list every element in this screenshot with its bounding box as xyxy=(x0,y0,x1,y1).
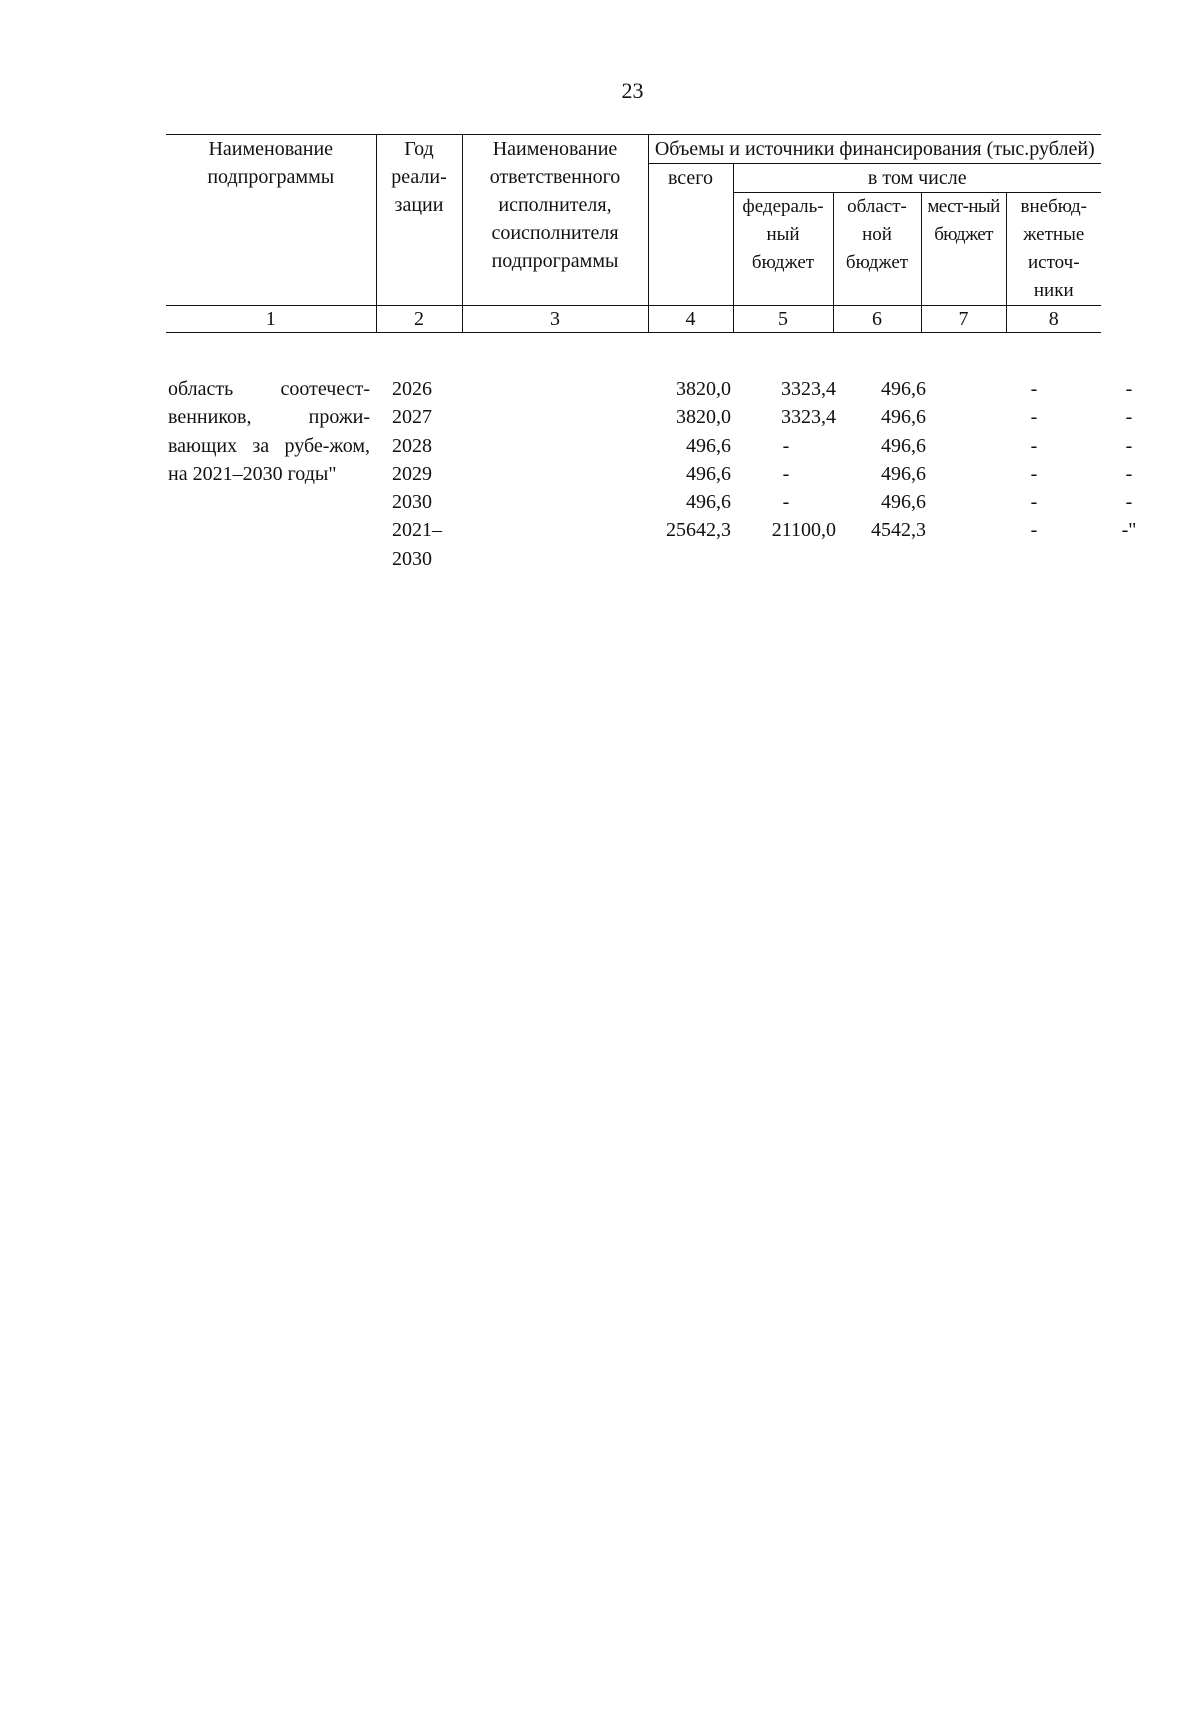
column-number: 5 xyxy=(733,306,833,333)
local-column xyxy=(1009,375,1059,545)
header-executor: Наименование ответственного исполнителя, соисполнителя подпрограммы xyxy=(462,135,648,306)
total-cell: 496,6 xyxy=(686,434,731,457)
page-number: 23 xyxy=(621,78,644,103)
year-cell: 2026 xyxy=(392,378,432,400)
federal-cell: - xyxy=(782,491,790,514)
header-federal-budget: федераль-ный бюджет xyxy=(733,193,833,306)
federal-column xyxy=(736,375,836,545)
header-extrabudget-sources: внебюд-жетные источ-ники xyxy=(1006,193,1101,306)
extrabudget-column xyxy=(1089,375,1169,545)
column-number: 7 xyxy=(921,306,1006,333)
local-cell: - xyxy=(1030,434,1038,457)
column-number: 1 xyxy=(166,306,376,333)
federal-cell: 21100,0 xyxy=(771,519,836,542)
total-cell: 3820,0 xyxy=(676,378,731,400)
total-cell: 3820,0 xyxy=(676,406,731,429)
extrabudget-cell: - xyxy=(1125,434,1133,457)
regional-cell: 496,6 xyxy=(881,378,926,400)
extrabudget-cell: - xyxy=(1125,462,1133,485)
regional-column xyxy=(846,375,926,545)
regional-cell: 4542,3 xyxy=(871,519,926,542)
column-number-row xyxy=(166,306,1101,333)
local-cell: - xyxy=(1030,462,1038,485)
year-cell: 2030 xyxy=(392,491,432,514)
column-number: 4 xyxy=(648,306,733,333)
year-cell: 2029 xyxy=(392,462,432,485)
header-subprogram-name: Наименование подпрограммы xyxy=(166,135,376,306)
total-cell: 496,6 xyxy=(686,491,731,514)
year-column xyxy=(392,375,442,570)
local-cell: - xyxy=(1030,519,1038,542)
federal-cell: - xyxy=(782,434,790,457)
header-total: всего xyxy=(648,164,733,306)
column-number: 2 xyxy=(376,306,462,333)
header-regional-budget: област-ной бюджет xyxy=(833,193,921,306)
header-year: Год реали-зации xyxy=(376,135,462,306)
funding-table-header xyxy=(166,134,1101,333)
subprogram-name: область соотечест-венников, прожи-вающих за рубе-жом, на 2021–2030 годы" xyxy=(168,378,370,485)
regional-cell: 496,6 xyxy=(881,462,926,485)
year-cell: 2027 xyxy=(392,406,432,429)
header-including: в том числе xyxy=(733,164,1101,193)
local-cell: - xyxy=(1030,491,1038,514)
federal-cell: - xyxy=(782,462,790,485)
federal-cell: 3323,4 xyxy=(781,406,836,429)
regional-cell: 496,6 xyxy=(881,491,926,514)
column-number: 6 xyxy=(833,306,921,333)
header-funding: Объемы и источники финансирования (тыс.рублей) xyxy=(648,135,1101,164)
column-number: 3 xyxy=(462,306,648,333)
extrabudget-cell: -" xyxy=(1121,519,1137,542)
extrabudget-cell: - xyxy=(1125,491,1133,514)
column-number: 8 xyxy=(1006,306,1101,333)
regional-cell: 496,6 xyxy=(881,406,926,429)
regional-cell: 496,6 xyxy=(881,434,926,457)
local-cell: - xyxy=(1030,378,1038,400)
federal-cell: 3323,4 xyxy=(781,378,836,400)
year-cell: 2021–2030 xyxy=(392,519,442,570)
total-cell: 25642,3 xyxy=(666,519,731,542)
year-cell: 2028 xyxy=(392,434,432,457)
total-cell: 496,6 xyxy=(686,462,731,485)
total-column xyxy=(631,375,731,545)
header-local-budget: мест-ный бюджет xyxy=(921,193,1006,306)
local-cell: - xyxy=(1030,406,1038,429)
extrabudget-cell: - xyxy=(1125,406,1133,429)
extrabudget-cell: - xyxy=(1125,378,1133,400)
